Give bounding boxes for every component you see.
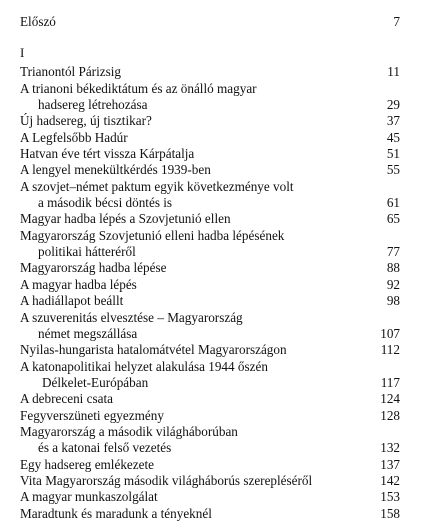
- toc-entry: [20, 260, 400, 276]
- toc-entry: [20, 457, 400, 473]
- toc-entry-title: A Legfelsőbb Hadúr: [20, 130, 128, 145]
- toc-entry-continuation: [20, 244, 400, 260]
- toc-entry-page: 158: [380, 506, 400, 521]
- toc-entry-title: Fegyverszüneti egyezmény: [20, 408, 164, 423]
- toc-entry-title: Magyar hadba lépés a Szovjetunió ellen: [20, 211, 231, 226]
- toc-entry-title: A katonapolitikai helyzet alakulása 1944 őszén: [20, 359, 268, 374]
- toc-entry-page: 37: [386, 113, 400, 128]
- toc-entry-title: A trianoni békediktátum és az önálló magyar: [20, 81, 257, 96]
- toc-entry: [20, 424, 400, 440]
- toc-entry-title: A magyar hadba lépés: [20, 277, 137, 292]
- toc-entry-page: 77: [386, 244, 400, 259]
- toc-entry: [20, 146, 400, 162]
- toc-entry-page: 153: [380, 489, 400, 504]
- toc-entry-page: 124: [380, 391, 400, 406]
- toc-entry-title: Maradtunk és maradunk a tényeknél: [20, 506, 212, 521]
- toc-entry-page: 88: [386, 260, 400, 275]
- toc-entry: [20, 489, 400, 505]
- toc-entry-title: Hatvan éve tért vissza Kárpátalja: [20, 146, 195, 161]
- toc-entry-title: A debreceni csata: [20, 391, 113, 406]
- toc-entry-page: 137: [380, 457, 400, 472]
- toc-entry-page: 98: [386, 293, 400, 308]
- toc-entry-preface: [20, 14, 400, 30]
- toc-entry: [20, 81, 400, 97]
- toc-entry-page: 45: [386, 130, 400, 145]
- toc-entry: [20, 506, 400, 522]
- toc-entry-title-line2: német megszállása: [38, 326, 138, 341]
- toc-entry-page: 11: [387, 64, 400, 79]
- toc-entry-title: Magyarország Szovjetunió elleni hadba lépésének: [20, 228, 285, 243]
- toc-entry-title-line2: Délkelet-Európában: [42, 375, 149, 390]
- toc-entry: [20, 179, 400, 195]
- toc-entry: [20, 228, 400, 244]
- toc-entry: [20, 293, 400, 309]
- toc-entry: [20, 64, 400, 80]
- toc-entry-title: A szuverenitás elvesztése – Magyarország: [20, 310, 243, 325]
- toc-entry-title-line2: politikai hátteréről: [38, 244, 136, 259]
- toc-entry-title: Vita Magyarország második világháborús szerepléséről: [20, 473, 313, 488]
- toc-entry: [20, 162, 400, 178]
- toc-entry-page: 112: [380, 342, 400, 357]
- toc-entry-title: Egy hadsereg emlékezete: [20, 457, 154, 472]
- toc-entry-page: 7: [393, 14, 400, 29]
- toc-entry-page: 142: [380, 473, 400, 488]
- toc-entry: [20, 113, 400, 129]
- toc-entry-title: Új hadsereg, új tisztikar?: [20, 113, 152, 128]
- toc-entry-title: Magyarország a második világháborúban: [20, 424, 238, 439]
- toc-entry-continuation: [20, 440, 400, 456]
- part-label: I: [20, 45, 25, 60]
- toc-entry-page: 61: [386, 195, 400, 210]
- toc-entry: [20, 277, 400, 293]
- toc-entry-title: A lengyel menekültkérdés 1939-ben: [20, 162, 211, 177]
- toc-entry: [20, 473, 400, 489]
- toc-entry-title: A hadiállapot beállt: [20, 293, 124, 308]
- toc-entry: [20, 408, 400, 424]
- toc-entry-title-line2: a második bécsi döntés is: [38, 195, 173, 210]
- toc-entry-page: 65: [386, 211, 400, 226]
- toc-entry-title: Trianontól Párizsig: [20, 64, 121, 79]
- toc-entry-continuation: [20, 97, 400, 113]
- toc-entry: [20, 211, 400, 227]
- toc-entry-page: 132: [380, 440, 400, 455]
- toc-entry-title: Nyilas-hungarista hatalomátvétel Magyarországon: [20, 342, 287, 357]
- toc-entry-continuation: [20, 326, 400, 342]
- toc-entry-continuation: [20, 375, 400, 391]
- toc-entry: [20, 342, 400, 358]
- toc-entry-title-line2: és a katonai felső vezetés: [38, 440, 172, 455]
- toc-entry-title: A magyar munkaszolgálat: [20, 489, 158, 504]
- toc-entry-page: 117: [380, 375, 400, 390]
- toc-entry: [20, 359, 400, 375]
- toc-entry-page: 107: [380, 326, 400, 341]
- toc-entry: [20, 391, 400, 407]
- toc-entry-page: 128: [380, 408, 400, 423]
- toc-entry-page: 51: [386, 146, 400, 161]
- toc-entry: [20, 310, 400, 326]
- toc-entry-title: A szovjet–német paktum egyik következménye volt: [20, 179, 294, 194]
- toc-entry-page: 29: [386, 97, 400, 112]
- toc-entry-page: 55: [386, 162, 400, 177]
- toc-entry-title-line2: hadsereg létrehozása: [38, 97, 148, 112]
- toc-entry-page: 92: [386, 277, 400, 292]
- toc-entry: [20, 130, 400, 146]
- toc-entry-title: Magyarország hadba lépése: [20, 260, 167, 275]
- toc-entry-title: Előszó: [20, 14, 56, 29]
- toc-entry-continuation: [20, 195, 400, 211]
